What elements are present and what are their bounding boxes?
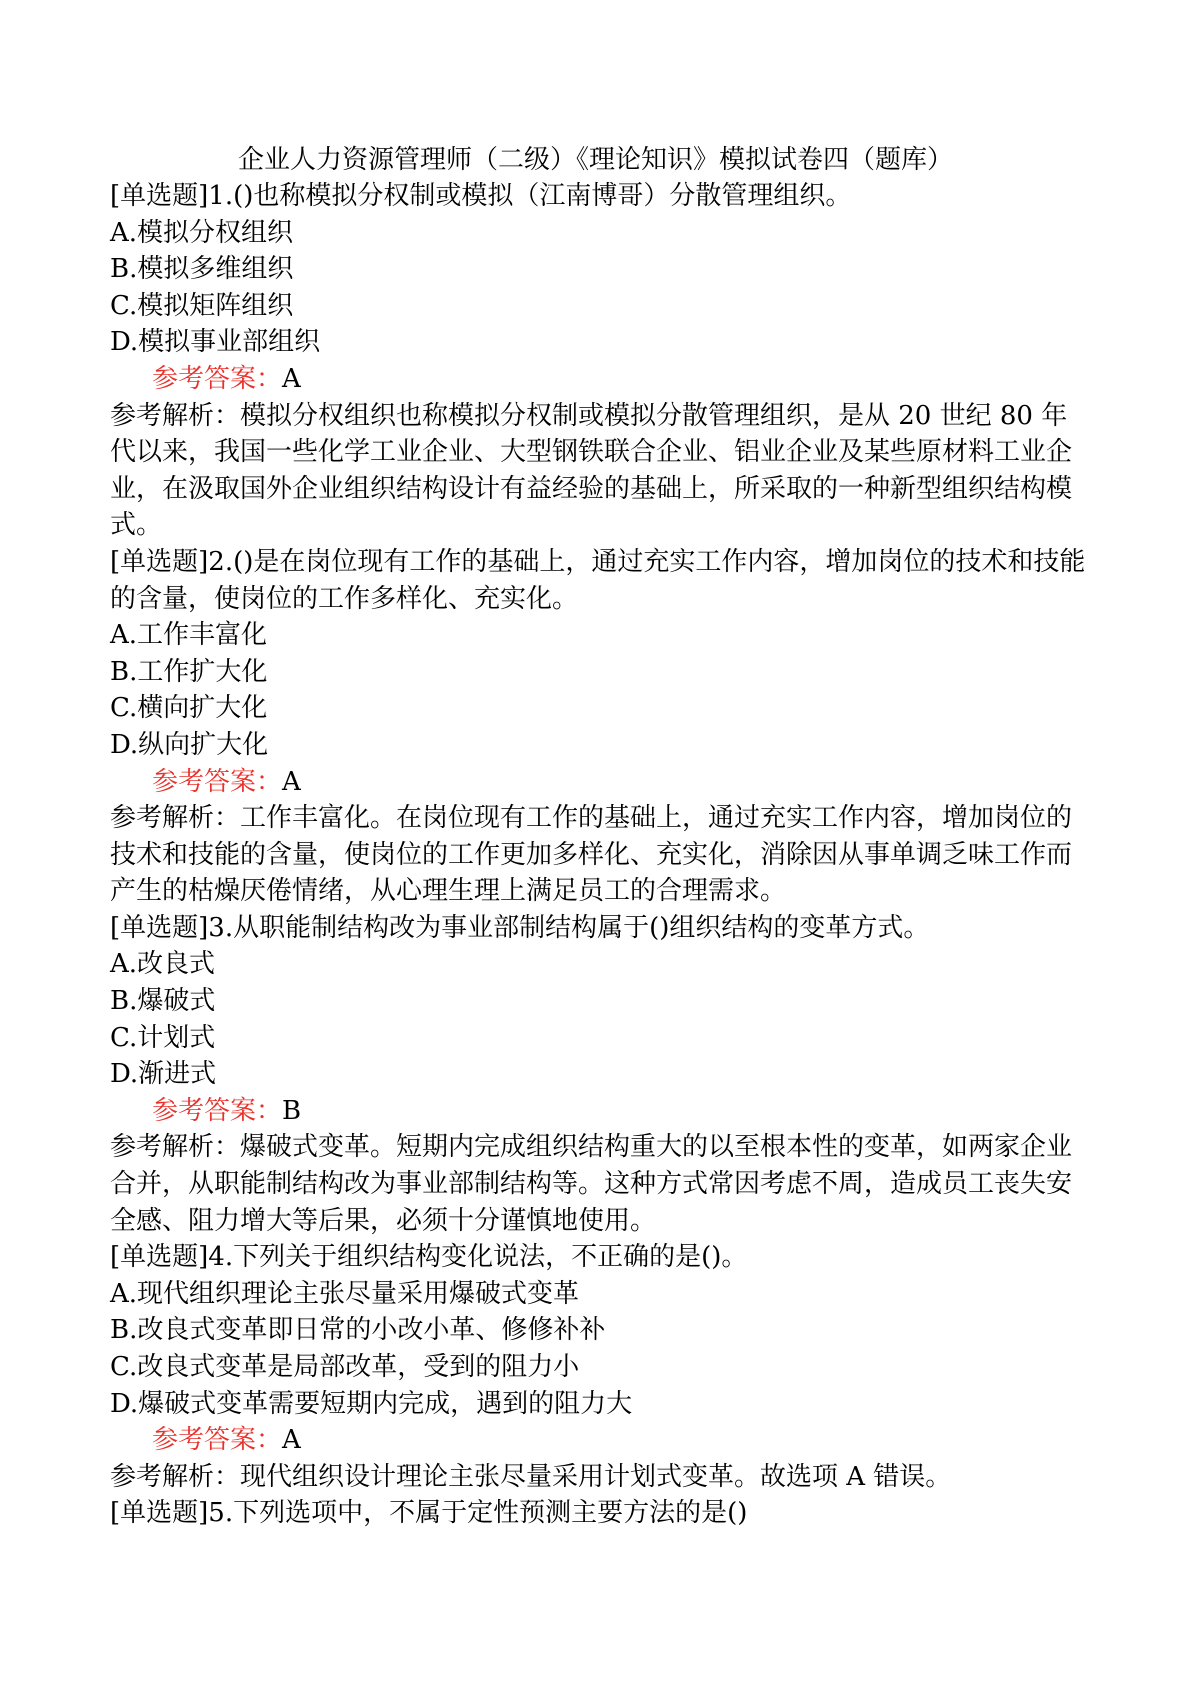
question-3 [110,910,1090,1239]
question-5 [110,1495,1090,1532]
answer-value: B [282,1095,302,1126]
option-c: C.改良式变革是局部改革，受到的阻力小 [110,1352,580,1382]
answer-value: A [282,766,301,797]
document-title: 企业人力资源管理师（二级）《理论知识》模拟试卷四（题库） [237,145,953,175]
option-a: A.现代组织理论主张尽量采用爆破式变革 [110,1278,580,1309]
option-d: D.爆破式变革需要短期内完成，遇到的阻力大 [110,1388,633,1419]
answer-analysis: 参考解析：爆破式变革。短期内完成组织结构重大的以至根本性的变革，如两家企业合并，从职能制结构改为事业部制结构等。这种方式常因考虑不周，造成员工丧失安全感、阻力增大等后果，必须十分谨慎地使用。 [110,1132,1073,1236]
reference-answer [110,361,1090,398]
option-b: B.爆破式 [110,986,216,1017]
option-d: D.纵向扩大化 [110,729,269,760]
answer-analysis: 参考解析：现代组织设计理论主张尽量采用计划式变革。故选项 A 错误。 [110,1461,952,1492]
reference-answer [110,764,1090,801]
option-a: A.工作丰富化 [110,620,268,651]
option-b: B.模拟多维组织 [110,254,294,285]
question-stem: [单选题]2.()是在岗位现有工作的基础上，通过充实工作内容，增加岗位的技术和技能的含量，使岗位的工作多样化、充实化。 [110,546,1086,614]
question-stem: [单选题]5.下列选项中，不属于定性预测主要方法的是() [110,1498,748,1529]
answer-label: 参考答案： [152,1095,283,1126]
question-4 [110,1239,1090,1495]
question-stem: [单选题]3.从职能制结构改为事业部制结构属于()组织结构的变革方式。 [110,912,930,943]
option-c: C.模拟矩阵组织 [110,290,294,321]
option-b: B.改良式变革即日常的小改小革、修修补补 [110,1315,606,1346]
question-list [110,178,1090,1532]
answer-label: 参考答案： [152,363,283,394]
option-c: C.横向扩大化 [110,693,268,724]
answer-analysis: 参考解析：模拟分权组织也称模拟分权制或模拟分散管理组织，是从 20 世纪 80 年代以来，我国一些化学工业企业、大型钢铁联合企业、铝业企业及某些原材料工业企业，在汲取国外企业组织结构设计有益经验的基础上，所采取的一种新型组织结构模式。 [110,400,1073,541]
answer-label: 参考答案： [152,1425,283,1456]
reference-answer [110,1093,1090,1130]
option-d: D.渐进式 [110,1059,217,1090]
answer-analysis: 参考解析：工作丰富化。在岗位现有工作的基础上，通过充实工作内容，增加岗位的技术和技能的含量，使岗位的工作更加多样化、充实化，消除因从事单调乏味工作而产生的枯燥厌倦情绪，从心理生理上满足员工的合理需求。 [110,803,1073,907]
answer-label: 参考答案： [152,766,283,797]
option-b: B.工作扩大化 [110,656,268,687]
option-d: D.模拟事业部组织 [110,327,321,358]
option-a: A.模拟分权组织 [110,217,294,248]
answer-value: A [282,363,301,394]
question-2 [110,544,1090,910]
question-stem: [单选题]1.()也称模拟分权制或模拟（江南博哥）分散管理组织。 [110,181,852,211]
option-a: A.改良式 [110,949,216,980]
reference-answer [110,1422,1090,1459]
option-c: C.计划式 [110,1022,216,1053]
answer-value: A [282,1425,301,1456]
question-1 [110,178,1090,544]
question-stem: [单选题]4.下列关于组织结构变化说法，不正确的是()。 [110,1242,748,1273]
